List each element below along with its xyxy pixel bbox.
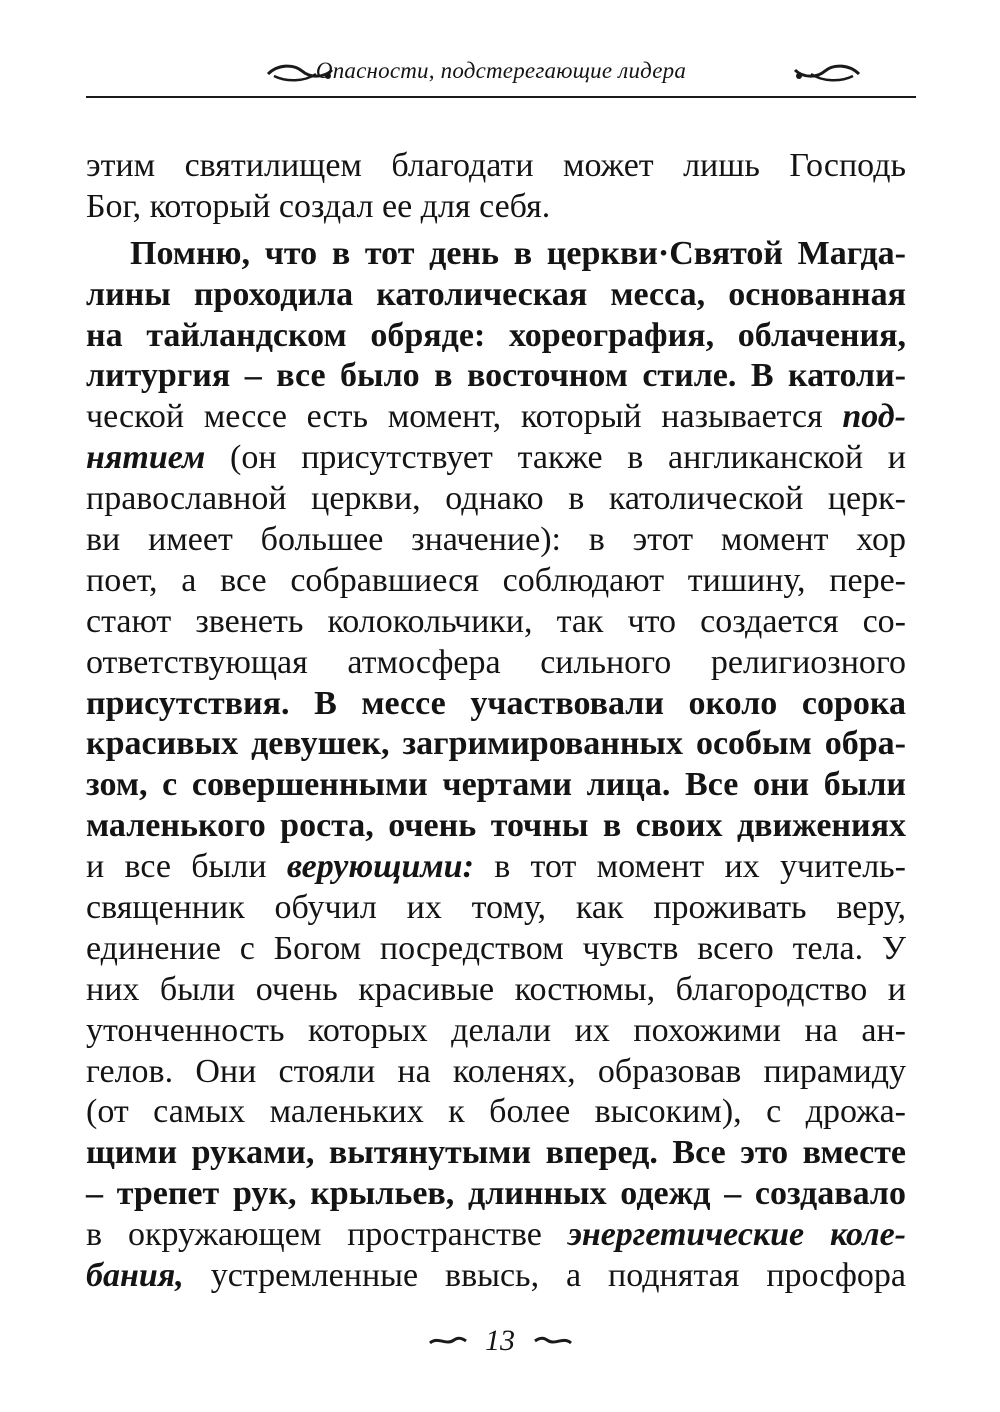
emphasis-term: под-	[842, 398, 906, 436]
right-flourish-ornament	[791, 62, 863, 84]
text-line: ви имеет большее значение): в этот момент хор	[86, 521, 906, 559]
text-line: Бог, который создал ее для себя.	[86, 187, 551, 225]
running-title: Опасности, подстерегающие лидера	[315, 58, 687, 83]
text-line: православной церкви, однако в католической церк-	[86, 480, 906, 518]
text-line	[86, 397, 906, 438]
text-line: стают звенеть колокольчики, так что создается со-	[86, 602, 906, 640]
text-line: гелов. Они стояли на коленях, образовав пирамиду	[86, 1052, 906, 1090]
text-line: литургия – все было в восточном стиле. В католи-	[86, 357, 906, 395]
text-line: маленького роста, очень точны в своих движениях	[86, 807, 906, 845]
emphasis-term: бания,	[86, 1257, 184, 1295]
text-line: – трепет рук, крыльев, длинных одежд – создавало	[86, 1175, 906, 1213]
text-run: ческой мессе есть момент, который называется	[86, 398, 843, 436]
emphasis-term: верующими:	[286, 848, 474, 886]
text-line	[86, 438, 906, 479]
text-run: устремленные ввысь, а поднятая просфора	[183, 1257, 906, 1295]
text-line: священник обучил их тому, как проживать веру,	[86, 889, 906, 927]
text-line: присутствия. В мессе участвовали около сорока	[86, 684, 906, 722]
text-line: на тайландском обряде: хореография, облачения,	[86, 316, 906, 354]
text-line: утонченность которых делали их похожими на ан-	[86, 1011, 906, 1049]
text-line: зом, с совершенными чертами лица. Все они были	[86, 766, 906, 804]
text-line: Помню, что в тот день в церкви·Святой Магда-	[130, 234, 906, 272]
text-line: них были очень красивые костюмы, благородство и	[86, 970, 906, 1008]
text-line: лины проходила католическая месса, основанная	[86, 275, 906, 313]
text-line	[86, 1215, 906, 1256]
page-body-text	[86, 146, 906, 1297]
text-line: (от самых маленьких к более высоким), с дрожа-	[86, 1093, 906, 1131]
page-number: 13	[485, 1324, 515, 1358]
text-run: (он присутствует также в англиканской и	[205, 439, 906, 477]
text-line	[86, 847, 906, 888]
text-run: в окружающем пространстве	[86, 1216, 568, 1254]
text-line	[86, 1256, 906, 1297]
text-line: ответствующая атмосфера сильного религиозного	[86, 643, 906, 681]
page-footer	[0, 1322, 1000, 1362]
running-header	[86, 50, 916, 98]
text-run: в тот момент их учитель-	[473, 848, 907, 886]
left-footer-ornament	[428, 1334, 468, 1348]
right-footer-ornament	[533, 1334, 573, 1348]
text-line: этим святилищем благодати может лишь Господь	[86, 147, 906, 184]
text-line: щими руками, вытянутыми вперед. Все это вместе	[86, 1134, 906, 1172]
text-run: и все были	[86, 848, 287, 886]
text-line: единение с Богом посредством чувств всего тела. У	[86, 929, 906, 967]
text-line: поет, а все собравшиеся соблюдают тишину, пере-	[86, 561, 906, 599]
emphasis-term: энергетические коле-	[567, 1216, 906, 1254]
emphasis-term: нятием	[86, 439, 206, 477]
text-line: красивых девушек, загримированных особым обра-	[86, 725, 906, 763]
